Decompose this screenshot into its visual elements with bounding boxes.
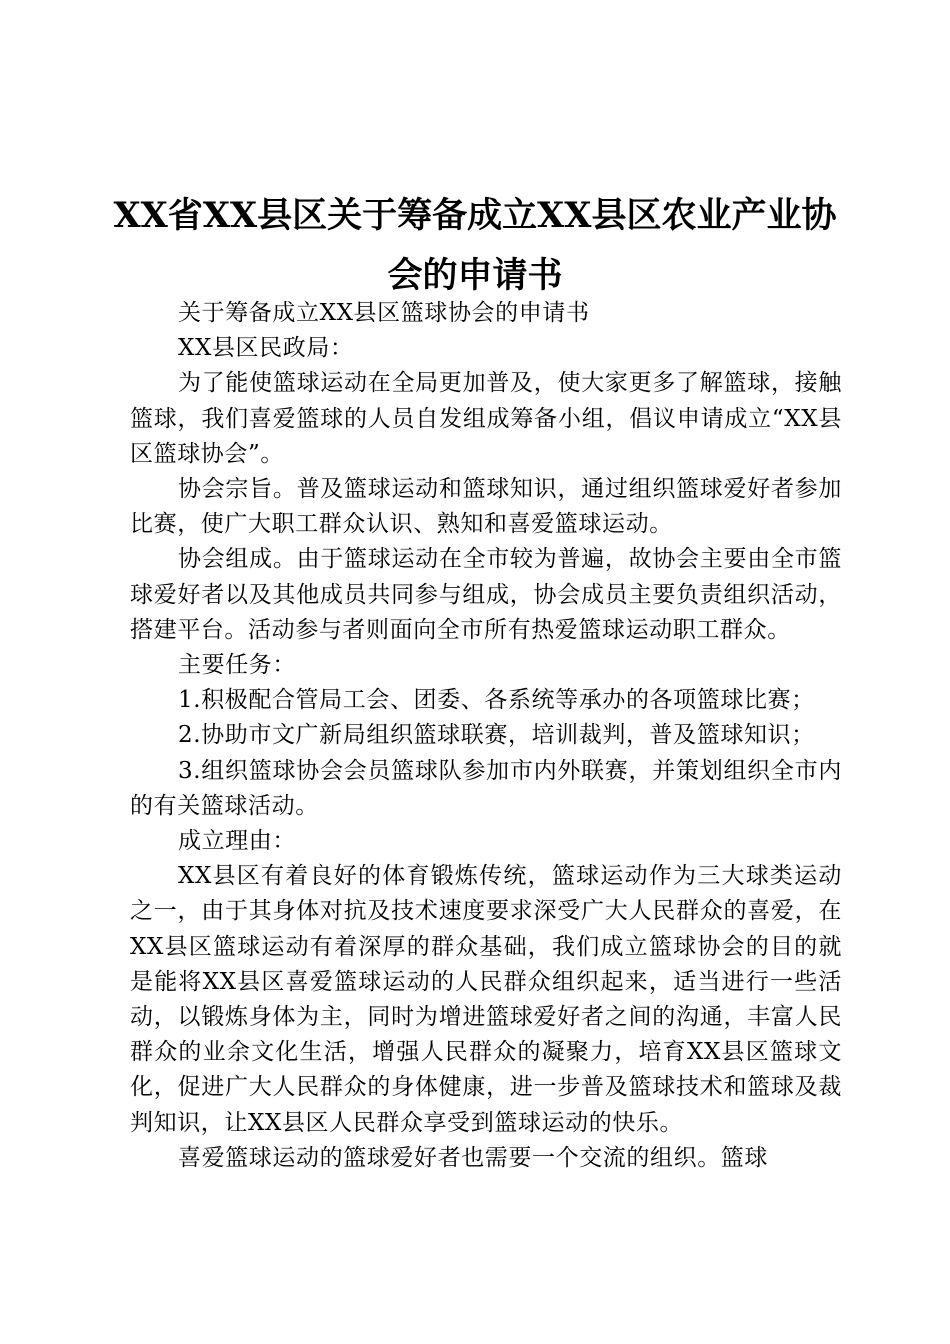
document-title: XX省XX县区关于筹备成立XX县区农业产业协会的申请书	[113, 195, 837, 296]
subtitle-line: 关于筹备成立XX县区篮球协会的申请书	[178, 300, 590, 326]
task-item-2: 2.协助市文广新局组织篮球联赛，培训裁判，普及篮球知识；	[178, 722, 815, 749]
heading-reasons: 成立理由：	[178, 828, 296, 855]
paragraph-composition: 协会组成。由于篮球运动在全市较为普遍，故协会主要由全市篮球爱好者以及其他成员共同参与组成，协会成员主要负责组织活动，搭建平台。活动参与者则面向全市所有热爱篮球运动职工群众。	[130, 546, 842, 643]
paragraph-intro: 为了能使篮球运动在全局更加普及，使大家更多了解篮球，接触篮球，我们喜爱篮球的人员自发组成筹备小组，倡议申请成立“XX县区篮球协会”。	[130, 370, 842, 467]
paragraph-closing: 喜爱篮球运动的篮球爱好者也需要一个交流的组织。篮球	[178, 1144, 768, 1171]
paragraph-reasons: XX县区有着良好的体育锻炼传统，篮球运动作为三大球类运动之一，由于其身体对抗及技术速度要求深受广大人民群众的喜爱，在XX县区篮球运动有着深厚的群众基础，我们成立篮球协会的目的就是能将XX县区喜爱篮球运动的人民群众组织起来，适当进行一些活动，以锻炼身体为主，同时为增进篮球爱好者之间的沟通，丰富人民群众的业余文化生活，增强人民群众的凝聚力，培育XX县区篮球文化，促进广大人民群众的身体健康，进一步普及篮球技术和篮球及裁判知识，让XX县区人民群众享受到篮球运动的快乐。	[130, 863, 842, 1136]
heading-main-tasks: 主要任务：	[178, 652, 296, 679]
addressee-line: XX县区民政局：	[178, 335, 354, 362]
document-body	[130, 296, 842, 1176]
task-item-3: 3.组织篮球协会会员篮球队参加市内外联赛，并策划组织全市内的有关篮球活动。	[130, 757, 842, 819]
paragraph-purpose: 协会宗旨。普及篮球运动和篮球知识，通过组织篮球爱好者参加比赛，使广大职工群众认识、熟知和喜爱篮球运动。	[130, 476, 842, 538]
task-item-1: 1.积极配合管局工会、团委、各系统等承办的各项篮球比赛；	[178, 687, 815, 714]
